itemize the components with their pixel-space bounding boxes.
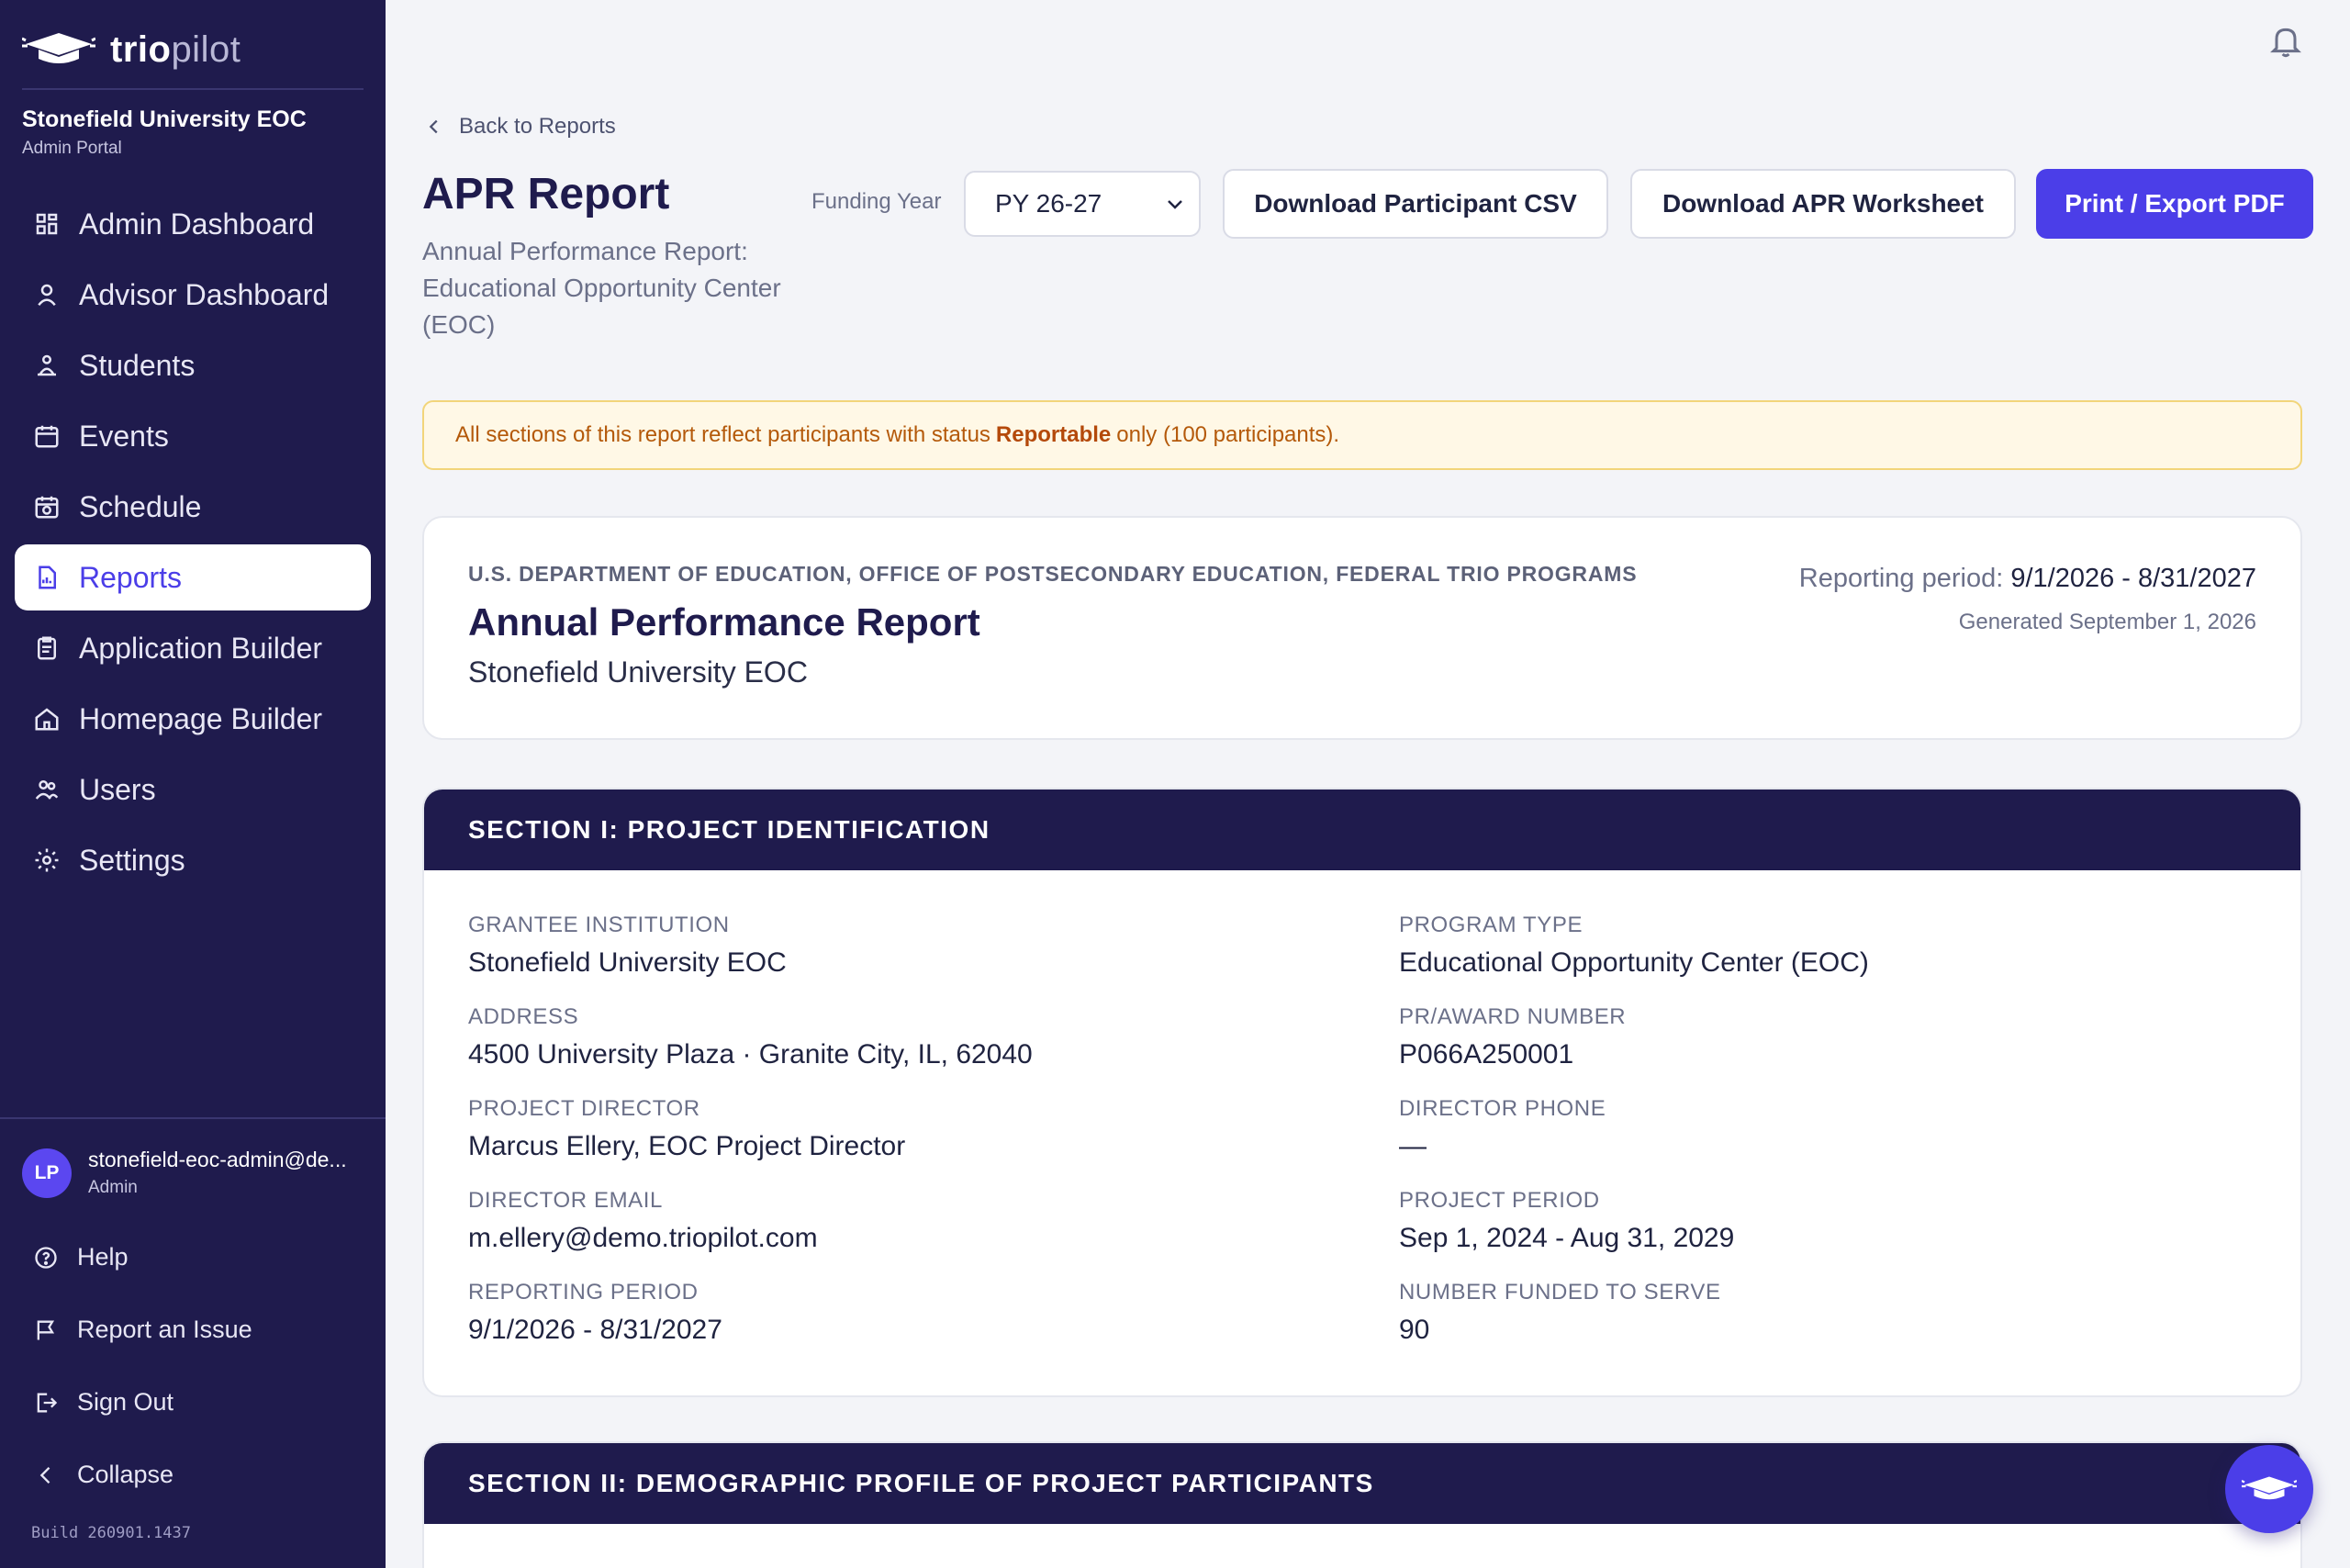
- report-issue-label: Report an Issue: [77, 1316, 252, 1343]
- graduation-cap-icon: [2242, 1462, 2297, 1517]
- bottom-links: [15, 1221, 371, 1511]
- students-icon: [33, 352, 61, 379]
- reporting-period-value: 9/1/2026 - 8/31/2027: [2010, 564, 2256, 593]
- field-value: Marcus Ellery, EOC Project Director: [468, 1131, 906, 1161]
- avatar: LP: [22, 1148, 72, 1198]
- nav-item-reports[interactable]: [15, 544, 371, 610]
- page-subtitle: Annual Performance Report: Educational Opportunity Center (EOC): [422, 237, 781, 339]
- field-number-funded: [1399, 1280, 2225, 1346]
- reportable-notice: [422, 400, 2302, 470]
- section-demographic-profile: [422, 1441, 2302, 1568]
- field-label: PROGRAM TYPE: [1399, 913, 1583, 937]
- nav-item-settings[interactable]: [15, 827, 371, 893]
- funding-year-label: Funding Year: [811, 189, 942, 214]
- download-worksheet-button[interactable]: Download APR Worksheet: [1630, 169, 2016, 239]
- nav-label: Events: [79, 419, 169, 453]
- field-label: ADDRESS: [468, 1004, 579, 1029]
- chevron-down-icon: [1164, 193, 1186, 215]
- sign-out-icon: [33, 1390, 59, 1416]
- field-value: Sep 1, 2024 - Aug 31, 2029: [1399, 1223, 1735, 1253]
- org-subtitle: Admin Portal: [22, 139, 122, 158]
- download-csv-button[interactable]: Download Participant CSV: [1223, 169, 1608, 239]
- user-profile[interactable]: [22, 1148, 364, 1198]
- field-address: [468, 1004, 1294, 1070]
- users-icon: [33, 776, 61, 803]
- graduation-cap-icon: [22, 29, 95, 70]
- nav-label: Application Builder: [79, 631, 323, 665]
- user-role: Admin: [88, 1178, 138, 1197]
- notice-text: All sections of this report reflect participants with status: [455, 422, 990, 447]
- page-title: APR Report: [422, 170, 670, 218]
- user-email: stonefield-eoc-admin@de...: [88, 1148, 347, 1171]
- collapse-button[interactable]: [15, 1439, 371, 1511]
- funding-year-select[interactable]: [964, 171, 1201, 237]
- nav-item-admin-dashboard[interactable]: [15, 191, 371, 257]
- divider: [0, 1117, 386, 1119]
- flag-icon: [33, 1317, 59, 1343]
- field-value: P066A250001: [1399, 1039, 1574, 1070]
- generated-date: Generated September 1, 2026: [1958, 610, 2256, 634]
- help-link[interactable]: [15, 1221, 371, 1294]
- reporting-period-label: Reporting period:: [1798, 564, 2004, 593]
- person-icon: [33, 281, 61, 308]
- chevron-left-icon: [424, 117, 444, 137]
- nav-label: Advisor Dashboard: [79, 277, 330, 311]
- sidebar: [0, 0, 386, 1568]
- help-label: Help: [77, 1243, 129, 1271]
- field-program-type: [1399, 913, 2225, 979]
- nav-label: Reports: [79, 560, 183, 594]
- nav-label: Homepage Builder: [79, 701, 323, 735]
- logo[interactable]: [22, 24, 241, 75]
- nav-label: Schedule: [79, 489, 202, 523]
- report-org: Stonefield University EOC: [468, 655, 808, 689]
- nav-label: Settings: [79, 843, 185, 877]
- funding-year-value: PY 26-27: [995, 189, 1102, 218]
- nav-item-events[interactable]: [15, 403, 371, 469]
- notice-bold: Reportable: [995, 422, 1112, 447]
- field-director-email: [468, 1188, 1294, 1254]
- field-label: PR/AWARD NUMBER: [1399, 1004, 1627, 1029]
- field-value: Stonefield University EOC: [468, 947, 787, 978]
- field-reporting-period: [468, 1280, 1294, 1346]
- field-label: DIRECTOR PHONE: [1399, 1096, 1606, 1121]
- field-label: GRANTEE INSTITUTION: [468, 913, 730, 937]
- sign-out-link[interactable]: [15, 1366, 371, 1439]
- field-label: REPORTING PERIOD: [468, 1280, 699, 1305]
- section-title: SECTION I: PROJECT IDENTIFICATION: [424, 790, 2300, 870]
- field-award-number: [1399, 1004, 2225, 1070]
- report-title: Annual Performance Report: [468, 600, 980, 644]
- divider: [22, 88, 364, 90]
- clipboard-icon: [33, 634, 61, 662]
- nav-item-schedule[interactable]: [15, 474, 371, 540]
- field-value: 4500 University Plaza · Granite City, IL, 62040: [468, 1039, 1033, 1070]
- nav-item-users[interactable]: [15, 756, 371, 823]
- field-grantee-institution: [468, 913, 1294, 979]
- nav-item-advisor-dashboard[interactable]: [15, 262, 371, 328]
- reporting-period: [1799, 564, 2256, 594]
- field-label: PROJECT PERIOD: [1399, 1188, 1600, 1213]
- section-project-identification: [422, 788, 2302, 1397]
- logo-text: triopilot: [110, 28, 241, 70]
- field-project-director: [468, 1096, 1294, 1162]
- nav-label: Admin Dashboard: [79, 207, 315, 241]
- org-name: Stonefield University EOC: [22, 106, 307, 132]
- field-label: PROJECT DIRECTOR: [468, 1096, 700, 1121]
- field-label: DIRECTOR EMAIL: [468, 1188, 663, 1213]
- nav-item-students[interactable]: [15, 332, 371, 398]
- section-title: SECTION II: DEMOGRAPHIC PROFILE OF PROJECT PARTICIPANTS: [424, 1443, 2300, 1524]
- field-value: —: [1399, 1131, 1427, 1161]
- field-director-phone: [1399, 1096, 2225, 1162]
- notice-text-end: only (100 participants).: [1116, 422, 1340, 447]
- back-to-reports-link[interactable]: [424, 114, 616, 140]
- gear-icon: [33, 846, 61, 874]
- field-value: 90: [1399, 1315, 1430, 1345]
- grid-icon: [33, 210, 61, 238]
- report-icon: [33, 564, 61, 591]
- field-value: 9/1/2026 - 8/31/2027: [468, 1315, 722, 1345]
- chevron-left-icon: [33, 1462, 59, 1488]
- build-version: Build 260901.1437: [31, 1524, 191, 1542]
- assistant-button[interactable]: [2225, 1445, 2313, 1533]
- field-project-period: [1399, 1188, 2225, 1254]
- print-export-pdf-button[interactable]: Print / Export PDF: [2036, 169, 2313, 239]
- report-header-card: [422, 516, 2302, 740]
- field-value: Educational Opportunity Center (EOC): [1399, 947, 1869, 978]
- sign-out-label: Sign Out: [77, 1388, 174, 1416]
- field-label: NUMBER FUNDED TO SERVE: [1399, 1280, 1721, 1305]
- help-icon: [33, 1245, 59, 1271]
- main-nav: [15, 191, 371, 898]
- report-issue-link[interactable]: [15, 1294, 371, 1366]
- nav-label: Users: [79, 772, 156, 806]
- nav-item-homepage-builder[interactable]: [15, 686, 371, 752]
- bell-icon[interactable]: [2267, 22, 2304, 59]
- back-label: Back to Reports: [459, 114, 616, 139]
- home-icon: [33, 705, 61, 733]
- calendar-icon: [33, 422, 61, 450]
- collapse-label: Collapse: [77, 1461, 174, 1488]
- department-line: U.S. DEPARTMENT OF EDUCATION, OFFICE OF POSTSECONDARY EDUCATION, FEDERAL TRIO PROGRAMS: [468, 562, 1638, 586]
- schedule-icon: [33, 493, 61, 521]
- org-info: [22, 106, 307, 159]
- field-value: m.ellery@demo.triopilot.com: [468, 1223, 818, 1253]
- nav-item-application-builder[interactable]: [15, 615, 371, 681]
- nav-label: Students: [79, 348, 196, 382]
